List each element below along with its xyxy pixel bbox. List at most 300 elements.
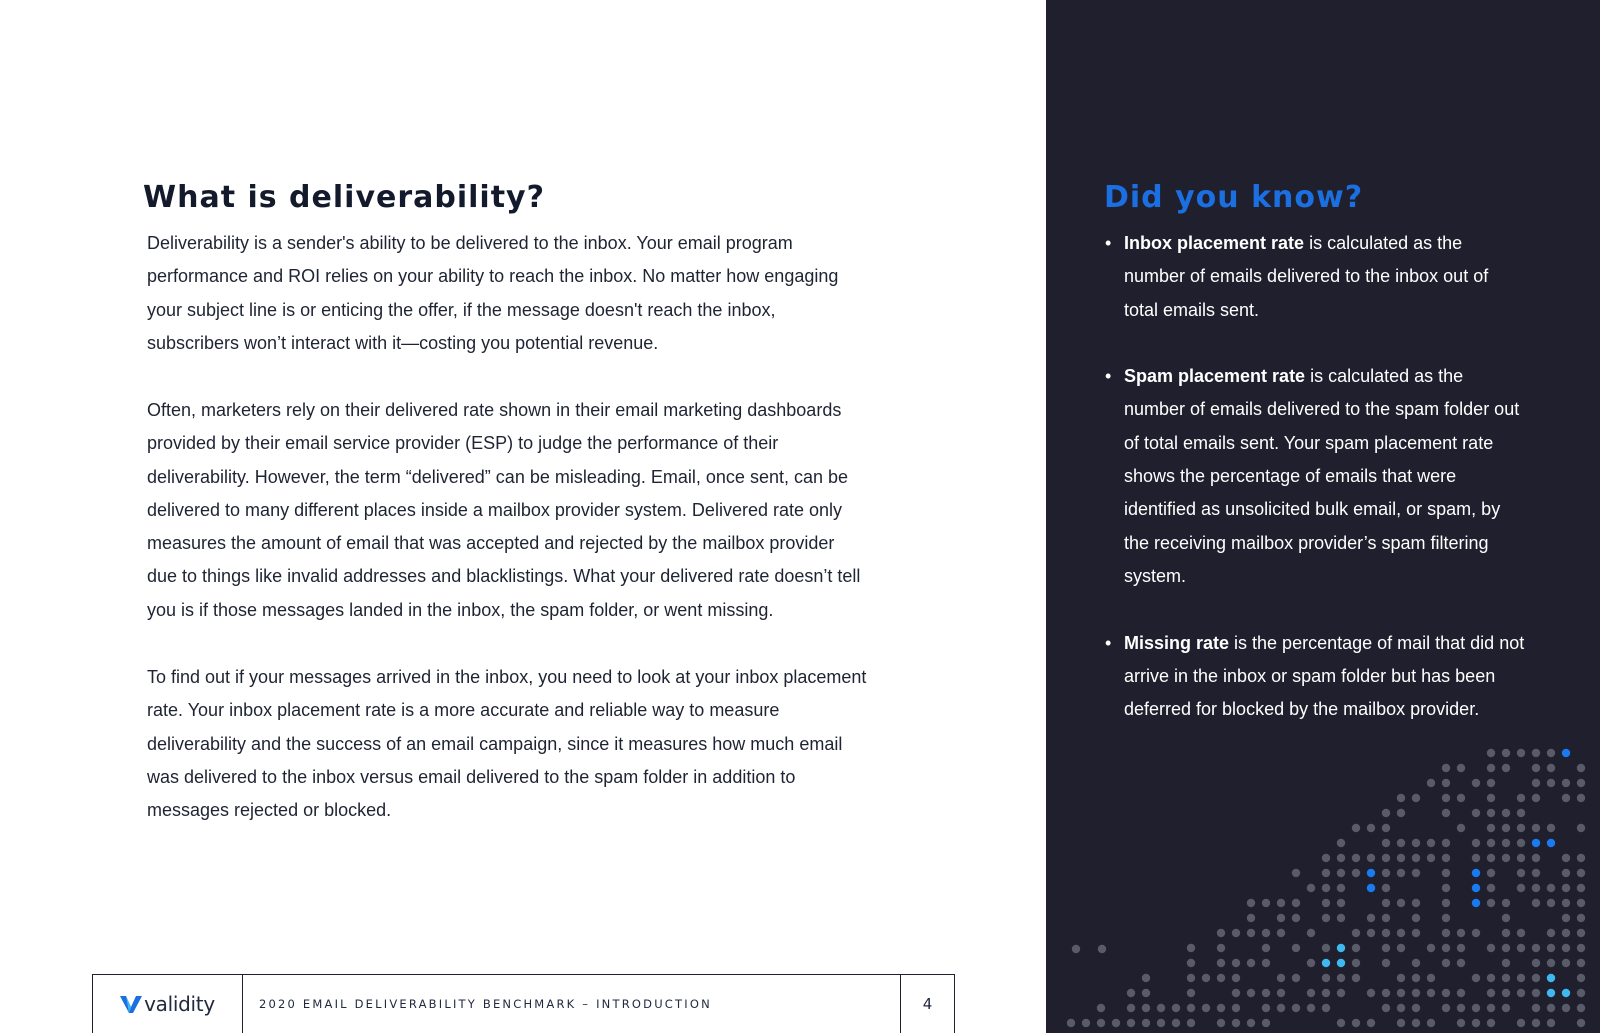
map-dot (1382, 989, 1390, 997)
map-dot (1127, 989, 1135, 997)
map-dot (1562, 899, 1570, 907)
map-dot (1262, 944, 1270, 952)
validity-check-icon (120, 994, 142, 1014)
map-dot (1487, 989, 1495, 997)
map-dot (1577, 1004, 1585, 1012)
map-dot (1322, 944, 1330, 952)
map-dot (1277, 929, 1285, 937)
map-dot (1472, 929, 1480, 937)
map-dot (1502, 809, 1510, 817)
map-dot (1487, 899, 1495, 907)
sidebar-title: Did you know? (1104, 180, 1364, 215)
map-dot (1457, 929, 1465, 937)
map-dot (1457, 989, 1465, 997)
map-dot (1127, 1019, 1135, 1027)
map-dot (1532, 794, 1540, 802)
map-dot (1562, 1004, 1570, 1012)
map-dot (1502, 854, 1510, 862)
map-dot (1472, 809, 1480, 817)
map-dot (1442, 839, 1450, 847)
map-dot (1322, 974, 1330, 982)
map-dot (1412, 959, 1420, 967)
map-dot (1337, 869, 1345, 877)
map-dot (1142, 1004, 1150, 1012)
map-dot (1487, 974, 1495, 982)
map-dot (1487, 944, 1495, 952)
map-dot (1502, 974, 1510, 982)
map-dot (1187, 989, 1195, 997)
map-dot (1397, 809, 1405, 817)
map-dot (1098, 945, 1106, 953)
map-dot (1412, 989, 1420, 997)
definition-text: is calculated as the number of emails delivered to the spam folder out of total emails sent. Your spam placement rate shows the percentage of emails that were identified as unsolicited bulk email, or spam, by the receiving mailbox provider’s spam filtering system. (1124, 366, 1520, 586)
map-dot (1472, 884, 1480, 892)
map-dot (1307, 884, 1315, 892)
map-dot (1517, 824, 1525, 832)
map-dot (1577, 854, 1585, 862)
map-dot (1367, 854, 1375, 862)
map-dot (1232, 974, 1240, 982)
validity-logo (93, 975, 243, 1033)
map-dot (1442, 914, 1450, 922)
map-dot (1352, 854, 1360, 862)
map-dot (1577, 989, 1585, 997)
definition-list (1106, 227, 1526, 760)
map-dot (1232, 929, 1240, 937)
map-dot (1532, 1004, 1540, 1012)
map-dot (1217, 944, 1225, 952)
map-dot (1547, 884, 1555, 892)
map-dot (1442, 884, 1450, 892)
map-dot (1442, 899, 1450, 907)
map-dot (1457, 944, 1465, 952)
map-dot (1337, 944, 1345, 952)
map-dot (1157, 1004, 1165, 1012)
map-dot (1517, 974, 1525, 982)
map-dot (1472, 779, 1480, 787)
map-dot (1547, 839, 1555, 847)
map-dot (1487, 779, 1495, 787)
map-dot (1562, 959, 1570, 967)
map-dot (1247, 914, 1255, 922)
map-dot (1517, 839, 1525, 847)
map-dot (1307, 1004, 1315, 1012)
map-dot (1577, 944, 1585, 952)
map-dot (1352, 824, 1360, 832)
map-dot (1352, 869, 1360, 877)
map-dot (1532, 959, 1540, 967)
map-dot (1307, 989, 1315, 997)
map-dot (1112, 1019, 1120, 1027)
definition-item (1106, 227, 1526, 327)
map-dot (1487, 809, 1495, 817)
map-dot (1382, 809, 1390, 817)
map-dot (1352, 959, 1360, 967)
map-dot (1502, 944, 1510, 952)
map-dot (1412, 1004, 1420, 1012)
map-dot (1072, 945, 1080, 953)
map-dot (1442, 1004, 1450, 1012)
map-dot (1562, 794, 1570, 802)
map-dot (1562, 854, 1570, 862)
map-dot (1442, 779, 1450, 787)
map-dot (1427, 989, 1435, 997)
map-dot (1217, 1019, 1225, 1027)
map-dot (1337, 854, 1345, 862)
map-dot (1577, 779, 1585, 787)
map-dot (1292, 899, 1300, 907)
map-dot (1247, 929, 1255, 937)
map-dot (1277, 899, 1285, 907)
map-dot (1397, 989, 1405, 997)
map-dot (1262, 899, 1270, 907)
map-dot (1562, 779, 1570, 787)
map-dot (1352, 944, 1360, 952)
map-dot (1412, 929, 1420, 937)
map-dot (1472, 869, 1480, 877)
map-dot (1502, 989, 1510, 997)
map-dot (1547, 824, 1555, 832)
map-dot (1397, 899, 1405, 907)
map-dot (1457, 959, 1465, 967)
map-dot (1517, 929, 1525, 937)
map-dot (1532, 839, 1540, 847)
map-dot (1322, 899, 1330, 907)
map-dot (1367, 929, 1375, 937)
map-dot (1562, 914, 1570, 922)
map-dot (1532, 944, 1540, 952)
map-dot (1457, 824, 1465, 832)
map-dot (1172, 1004, 1180, 1012)
map-dot (1457, 1019, 1465, 1027)
inbox-placement-paragraph: To find out if your messages arrived in the inbox, you need to look at your inbox placement rate. Your inbox placement rate is a more accurate and reliable way to measure deliverability and the success of an email campaign, since it measures how much email was delivered to the inbox versus email delivered to the spam folder in addition to messages rejected or blocked. (147, 667, 867, 821)
page-number: 4 (922, 995, 933, 1013)
map-dot (1232, 959, 1240, 967)
map-dot (1442, 869, 1450, 877)
map-dot (1577, 884, 1585, 892)
map-dot (1577, 959, 1585, 967)
map-dot (1217, 959, 1225, 967)
map-dot (1502, 959, 1510, 967)
map-dot (1322, 914, 1330, 922)
map-dot (1427, 854, 1435, 862)
map-dot (1352, 974, 1360, 982)
definition-term: Inbox placement rate (1124, 233, 1305, 253)
definition-item (1106, 360, 1526, 593)
map-dot (1562, 884, 1570, 892)
map-dot (1532, 869, 1540, 877)
map-dot (1487, 884, 1495, 892)
map-dot (1247, 899, 1255, 907)
map-dot (1337, 899, 1345, 907)
map-dot (1292, 869, 1300, 877)
map-dot (1562, 929, 1570, 937)
map-dot (1412, 899, 1420, 907)
map-dot (1487, 764, 1495, 772)
map-dot (1442, 959, 1450, 967)
map-dot (1397, 929, 1405, 937)
map-dot (1322, 884, 1330, 892)
map-dot (1472, 839, 1480, 847)
map-dot (1307, 959, 1315, 967)
map-dot (1457, 1004, 1465, 1012)
map-dot (1157, 1019, 1165, 1027)
map-dot (1322, 959, 1330, 967)
map-dot (1547, 899, 1555, 907)
map-dot (1577, 794, 1585, 802)
map-dot (1337, 989, 1345, 997)
map-dot (1277, 974, 1285, 982)
map-dot (1262, 929, 1270, 937)
map-dot (1337, 914, 1345, 922)
map-dot (1487, 1019, 1495, 1027)
page-footer (92, 974, 955, 1033)
map-dot (1247, 989, 1255, 997)
map-dot (1382, 884, 1390, 892)
map-dot (1397, 974, 1405, 982)
map-dot (1487, 824, 1495, 832)
definition-term: Missing rate (1124, 632, 1230, 653)
map-dot (1547, 944, 1555, 952)
map-dot (1487, 1004, 1495, 1012)
map-dot (1262, 959, 1270, 967)
map-dot (1547, 989, 1555, 997)
map-dot (1412, 794, 1420, 802)
map-dot (1547, 1019, 1555, 1027)
definition-text: is the percentage of mail that did not arrive in the inbox or spam folder but has been deferred for blocked by the mailbox provider. (1124, 632, 1525, 720)
map-dot (1412, 974, 1420, 982)
map-dot (1097, 1019, 1105, 1027)
map-dot (1352, 1019, 1360, 1027)
delivered-rate-paragraph: Often, marketers rely on their delivered rate shown in their email marketing dashboards provided by their email service provider (ESP) to judge the performance of their deliverability. However, the term “delivered” can be misleading. Email, once sent, can be delivered to many different places inside a mailbox provider system. Delivered rate only measures the amount of email that was accepted and rejected by the mailbox provider due to things like invalid addresses and blacklistings. What your delivered rate doesn’t tell you is if those messages landed in the inbox, the spam folder, or went missing. (147, 400, 861, 620)
map-dot (1532, 764, 1540, 772)
map-dot (1262, 1019, 1270, 1027)
map-dot (1187, 1019, 1195, 1027)
map-dot (1517, 794, 1525, 802)
map-dot (1097, 1004, 1105, 1012)
map-dot (1532, 1019, 1540, 1027)
map-dot (1142, 1019, 1150, 1027)
map-dot (1367, 914, 1375, 922)
map-dot (1397, 794, 1405, 802)
map-dot (1472, 974, 1480, 982)
map-dot (1502, 929, 1510, 937)
map-dot (1547, 974, 1555, 982)
map-dot (1427, 1019, 1435, 1027)
map-dot (1382, 899, 1390, 907)
map-dot (1472, 1019, 1480, 1027)
map-dot (1562, 989, 1570, 997)
map-dot (1577, 899, 1585, 907)
map-dot (1172, 1019, 1180, 1027)
did-you-know-sidebar (1046, 0, 1600, 1033)
map-dot (1562, 944, 1570, 952)
map-dot (1217, 974, 1225, 982)
map-dot (1322, 1004, 1330, 1012)
map-dot (1502, 1004, 1510, 1012)
map-dot (1532, 749, 1540, 757)
map-dot (1412, 839, 1420, 847)
map-dot (1532, 989, 1540, 997)
map-dot (1382, 839, 1390, 847)
map-dot (1337, 974, 1345, 982)
map-dot (1142, 989, 1150, 997)
page-title: What is deliverability? (143, 180, 546, 215)
map-dot (1517, 869, 1525, 877)
map-dot (1502, 839, 1510, 847)
map-dot (1472, 854, 1480, 862)
map-dot (1442, 944, 1450, 952)
map-dot (1187, 959, 1195, 967)
definition-term: Spam placement rate (1124, 366, 1306, 387)
map-dot (1247, 959, 1255, 967)
map-dot (1487, 854, 1495, 862)
map-dot (1562, 749, 1570, 757)
map-dot (1487, 794, 1495, 802)
map-dot (1487, 839, 1495, 847)
map-dot (1502, 899, 1510, 907)
map-dot (1412, 854, 1420, 862)
map-dot (1472, 1004, 1480, 1012)
map-dot (1382, 929, 1390, 937)
map-dot (1247, 1019, 1255, 1027)
map-dot (1232, 989, 1240, 997)
map-dot (1532, 884, 1540, 892)
map-dot (1322, 854, 1330, 862)
map-dot (1202, 1004, 1210, 1012)
map-dot (1397, 854, 1405, 862)
map-dot (1442, 794, 1450, 802)
map-dot (1307, 929, 1315, 937)
map-dot (1412, 1019, 1420, 1027)
map-dot (1577, 1019, 1585, 1027)
map-dot (1412, 869, 1420, 877)
map-dot (1517, 809, 1525, 817)
map-dot (1532, 779, 1540, 787)
map-dot (1292, 974, 1300, 982)
document-title: 2020 EMAIL DELIVERABILITY BENCHMARK – INTRODUCTION (243, 975, 901, 1033)
map-dot (1547, 764, 1555, 772)
map-dot (1367, 824, 1375, 832)
map-dot (1517, 854, 1525, 862)
map-dot (1532, 824, 1540, 832)
definition-item (1106, 627, 1526, 727)
map-dot (1427, 779, 1435, 787)
map-dot (1532, 899, 1540, 907)
map-dot (1547, 929, 1555, 937)
map-dot (1517, 1019, 1525, 1027)
map-dot (1442, 809, 1450, 817)
map-dot (1382, 824, 1390, 832)
map-dot (1382, 854, 1390, 862)
map-dot (1382, 869, 1390, 877)
map-dot (1277, 989, 1285, 997)
map-dot (1217, 1004, 1225, 1012)
map-dot (1532, 974, 1540, 982)
map-dot (1427, 839, 1435, 847)
map-dot (1427, 974, 1435, 982)
map-dot (1382, 944, 1390, 952)
map-dot (1397, 944, 1405, 952)
map-dot (1337, 839, 1345, 847)
map-dot (1367, 989, 1375, 997)
map-dot (1427, 944, 1435, 952)
map-dot (1382, 914, 1390, 922)
map-dot (1217, 929, 1225, 937)
map-dot (1397, 869, 1405, 877)
logo-wordmark: validity (144, 992, 215, 1016)
map-dot (1442, 989, 1450, 997)
map-dot (1502, 824, 1510, 832)
map-dot (1187, 1004, 1195, 1012)
map-dot (1547, 749, 1555, 757)
map-dot (1262, 1004, 1270, 1012)
map-dot (1322, 869, 1330, 877)
map-dot (1442, 854, 1450, 862)
map-dot (1577, 764, 1585, 772)
map-dot (1322, 989, 1330, 997)
map-dot (1382, 1004, 1390, 1012)
map-dot (1577, 914, 1585, 922)
map-dot (1367, 1019, 1375, 1027)
map-dot (1577, 824, 1585, 832)
map-dot (1502, 914, 1510, 922)
map-dot (1442, 764, 1450, 772)
map-dot (1142, 974, 1150, 982)
map-dot (1082, 1019, 1090, 1027)
map-dot (1187, 974, 1195, 982)
map-dot (1352, 929, 1360, 937)
map-dot (1382, 959, 1390, 967)
map-dot (1517, 944, 1525, 952)
map-dot (1187, 944, 1195, 952)
map-dot (1127, 1004, 1135, 1012)
map-dot (1547, 779, 1555, 787)
definition-text: is calculated as the number of emails delivered to the inbox out of total emails sent. (1124, 233, 1489, 320)
map-dot (1337, 959, 1345, 967)
map-dot (1547, 1004, 1555, 1012)
map-dot (1517, 989, 1525, 997)
map-dot (1577, 869, 1585, 877)
map-dot (1367, 884, 1375, 892)
map-dot (1292, 944, 1300, 952)
map-dot (1337, 884, 1345, 892)
map-dot (1262, 989, 1270, 997)
map-dot (1277, 1004, 1285, 1012)
map-dot (1457, 794, 1465, 802)
intro-paragraph: Deliverability is a sender's ability to be delivered to the inbox. Your email program performance and ROI relies on your ability to reach the inbox. No matter how engaging your subject line is or enticing the offer, if the message doesn't reach the inbox, subscribers won’t interact with it—costing you potential revenue. (147, 233, 839, 353)
map-dot (1577, 974, 1585, 982)
map-dot (1502, 764, 1510, 772)
map-dot (1067, 1019, 1075, 1027)
map-dot (1232, 1004, 1240, 1012)
map-dot (1472, 899, 1480, 907)
map-dot (1292, 914, 1300, 922)
map-dot (1442, 929, 1450, 937)
map-dot (1232, 1019, 1240, 1027)
map-dot (1397, 1004, 1405, 1012)
map-dot (1457, 764, 1465, 772)
map-dot (1277, 914, 1285, 922)
map-dot (1397, 1019, 1405, 1027)
map-dot (1562, 869, 1570, 877)
map-dot (1412, 914, 1420, 922)
map-dot (1292, 1004, 1300, 1012)
map-dot (1337, 1019, 1345, 1027)
map-dot (1367, 869, 1375, 877)
map-dot (1577, 929, 1585, 937)
map-dot (1517, 884, 1525, 892)
